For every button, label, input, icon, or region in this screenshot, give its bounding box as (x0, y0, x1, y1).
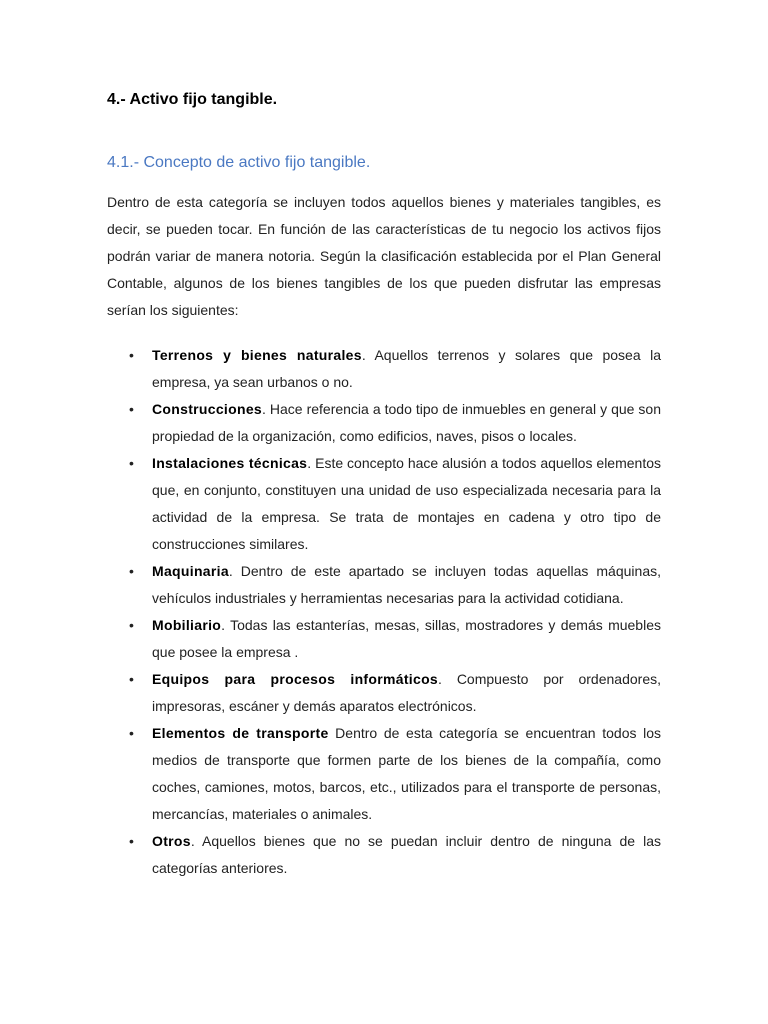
intro-paragraph: Dentro de esta categoría se incluyen todos aquellos bienes y materiales tangibles, es decir, se pueden tocar. En función de las características de tu negocio los activos fijos podrán variar de manera notoria. Según la clasificación establecida por el Plan General Contable, algunos de los bienes tangibles de los que pueden disfrutar las empresas serían los siguientes: (107, 194, 661, 318)
item-term: Elementos de transporte (152, 725, 329, 741)
list-item-transporte (107, 720, 661, 828)
list-item-terrenos (107, 342, 661, 396)
asset-list (107, 342, 661, 882)
item-text: . Compuesto por ordenadores, impresoras, escáner y demás aparatos electrónicos. (152, 671, 661, 714)
section-heading: 4.- Activo fijo tangible. (107, 91, 278, 108)
item-term: Equipos para procesos informáticos (152, 671, 439, 687)
subsection-heading: 4.1.- Concepto de activo fijo tangible. (107, 154, 371, 171)
bullet-icon: • (129, 833, 134, 849)
list-item-equipos (107, 666, 661, 720)
item-text: . Este concepto hace alusión a todos aquellos elementos que, en conjunto, constituyen una unidad de uso especializada necesaria para la actividad de la empresa. Se trata de montajes en cadena y otro tipo de construcciones similares. (152, 455, 661, 552)
item-text: . Dentro de este apartado se incluyen todas aquellas máquinas, vehículos industriales y herramientas necesarias para la actividad cotidiana. (152, 563, 661, 606)
bullet-icon: • (129, 563, 134, 579)
bullet-icon: • (129, 401, 134, 417)
bullet-icon: • (129, 671, 134, 687)
item-term: Mobiliario (152, 617, 222, 633)
item-text: Dentro de esta categoría se encuentran todos los medios de transporte que formen parte de los bienes de la compañía, como coches, camiones, motos, barcos, etc., utilizados para el transporte de personas, mercancías, materiales o animales. (152, 725, 662, 822)
item-term: Construcciones (152, 401, 262, 417)
item-text: . Todas las estanterías, mesas, sillas, mostradores y demás muebles que posee la empresa . (152, 617, 661, 660)
list-item-maquinaria (107, 558, 661, 612)
item-term: Terrenos y bienes naturales (152, 347, 362, 363)
item-term: Maquinaria (152, 563, 229, 579)
bullet-icon: • (129, 725, 134, 741)
bullet-icon: • (129, 347, 134, 363)
list-item-mobiliario (107, 612, 661, 666)
item-term: Otros (152, 833, 191, 849)
item-text: . Aquellos bienes que no se puedan incluir dentro de ninguna de las categorías anteriores. (152, 833, 661, 876)
item-text: . Hace referencia a todo tipo de inmuebles en general y que son propiedad de la organización, como edificios, naves, pisos o locales. (152, 401, 661, 444)
item-term: Instalaciones técnicas (152, 455, 308, 471)
bullet-icon: • (129, 617, 134, 633)
list-item-otros (107, 828, 661, 882)
bullet-icon: • (129, 455, 134, 471)
list-item-instalaciones (107, 450, 661, 558)
item-text: . Aquellos terrenos y solares que posea la empresa, ya sean urbanos o no. (152, 347, 662, 390)
list-item-construcciones (107, 396, 661, 450)
